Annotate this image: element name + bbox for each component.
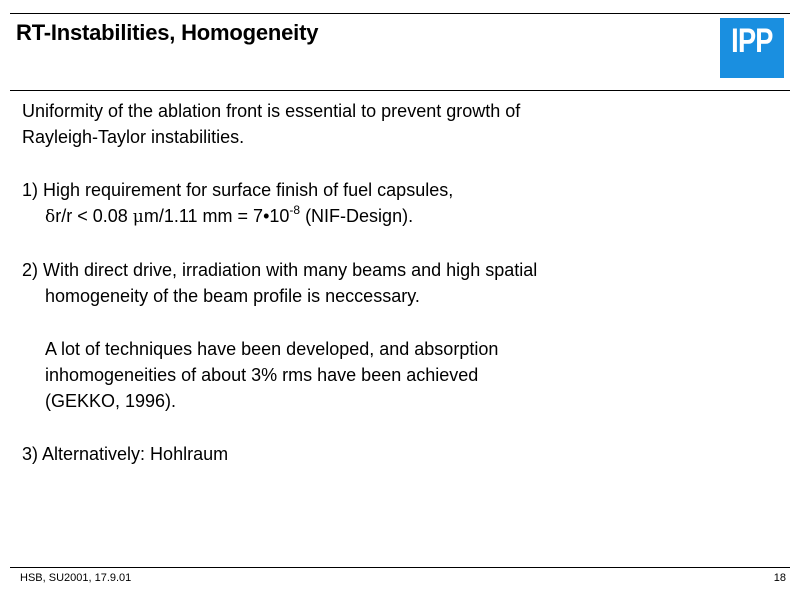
slide-title: RT-Instabilities, Homogeneity	[16, 20, 319, 45]
item-2-line-2: homogeneity of the beam profile is neccessary.	[45, 286, 420, 306]
item-1-line-1: 1) High requirement for surface finish of fuel capsules,	[22, 180, 454, 200]
delta-symbol: δ	[45, 207, 56, 227]
ipp-logo	[720, 18, 784, 78]
intro-line-1: Uniformity of the ablation front is essential to prevent growth of	[22, 101, 521, 121]
header-rule	[10, 90, 790, 91]
item-3: 3) Alternatively: Hohlraum	[22, 444, 229, 464]
item-2-sub-line-2: inhomogeneities of about 3% rms have been achieved	[45, 365, 479, 385]
item-1-part-a: r/r < 0.08	[55, 206, 133, 226]
page-number: 18	[773, 572, 786, 584]
item-2-line-1: 2) With direct drive, irradiation with many beams and high spatial	[22, 260, 538, 280]
top-rule	[10, 13, 790, 14]
footer-rule	[10, 567, 790, 568]
logo-text: IPP	[731, 22, 773, 60]
item-1-part-b: m/1.11 mm = 7•10	[143, 206, 290, 226]
intro-line-2: Rayleigh-Taylor instabilities.	[22, 127, 245, 147]
mu-symbol: μ	[132, 207, 144, 227]
footer-info: HSB, SU2001, 17.9.01	[20, 572, 132, 584]
item-2-sub-line-1: A lot of techniques have been developed, and absorption	[45, 339, 499, 359]
item-2-sub-line-3: (GEKKO, 1996).	[45, 391, 177, 411]
slide-body	[22, 98, 722, 467]
item-1-part-c: (NIF-Design).	[300, 206, 414, 226]
item-1-line-2	[22, 203, 722, 230]
exponent: -8	[289, 203, 301, 217]
